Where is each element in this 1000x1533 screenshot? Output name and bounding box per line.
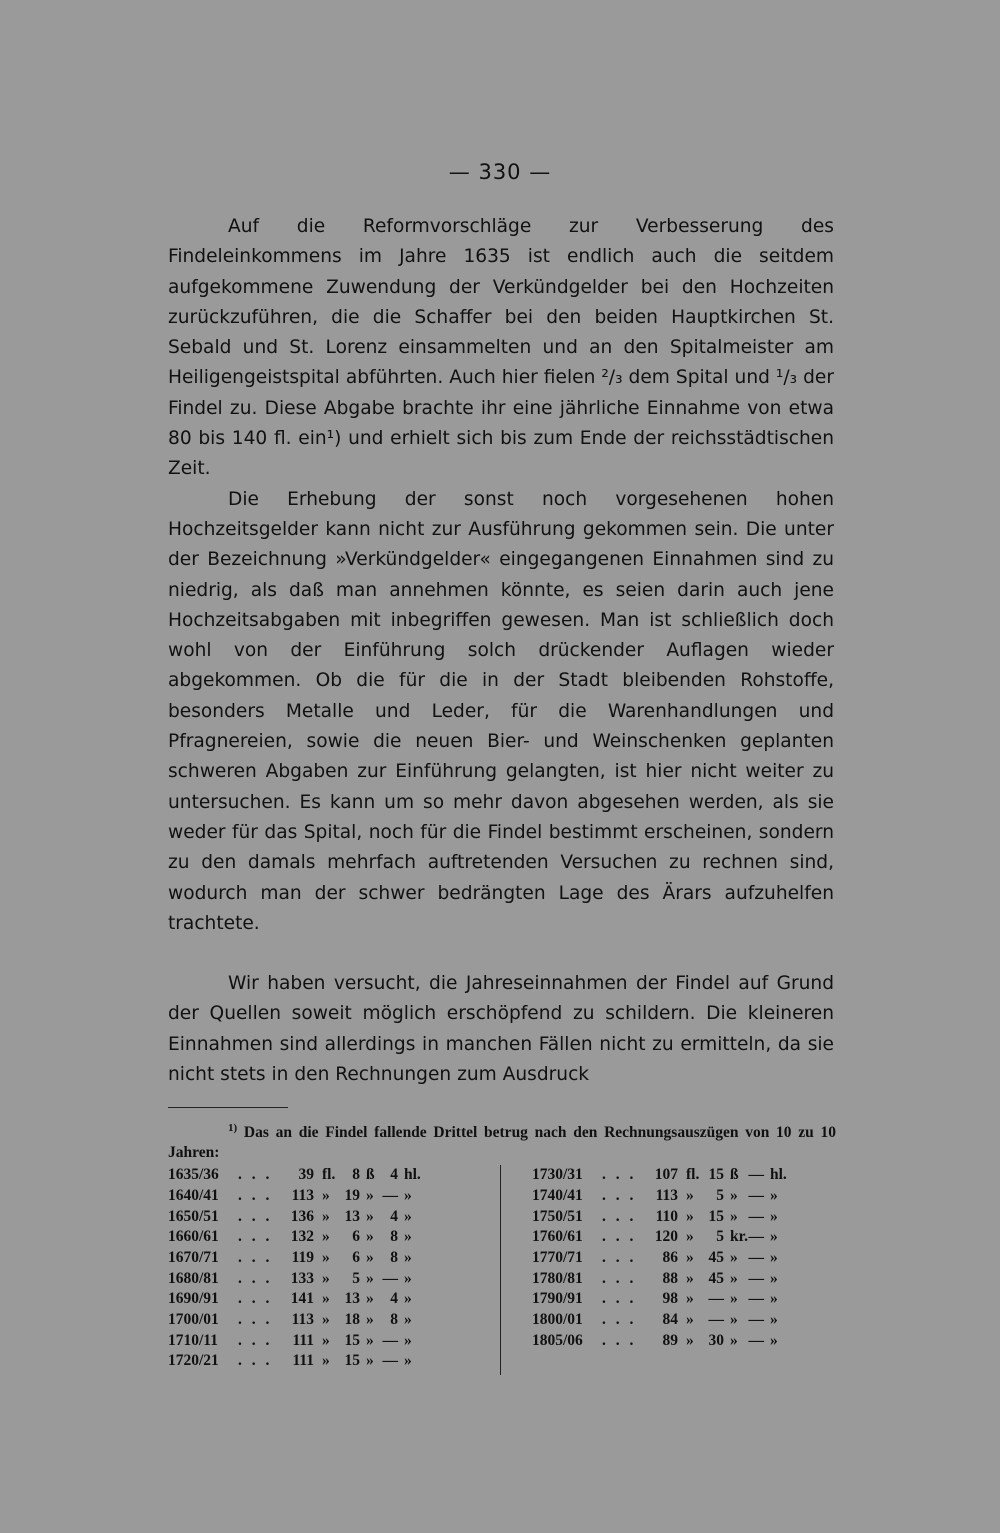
cell-h-unit: » xyxy=(404,1352,412,1370)
cell-h: — xyxy=(748,1166,764,1184)
table-row xyxy=(532,1248,787,1269)
cell-b-unit: » xyxy=(730,1186,738,1204)
table-row xyxy=(532,1331,787,1352)
cell-fl-unit: » xyxy=(322,1290,330,1308)
cell-h-unit: hl. xyxy=(404,1166,421,1184)
cell-h: — xyxy=(748,1186,764,1204)
cell-fl: 39 xyxy=(298,1166,314,1184)
table-row xyxy=(168,1186,421,1207)
cell-b-unit: kr. xyxy=(730,1228,748,1246)
paragraph: Auf die Reformvorschläge zur Verbesserung des Findeleinkommens im Jahre 1635 ist endlich auch die seitdem aufgekommene Zuwendung der Verkündgelder bei den Hochzeiten zurückzuführen, die die Schaffer bei den beiden Hauptkirchen St. Sebald und St. Lorenz einsammelten und an den Spitalmeister am Heiligengeistspital abführten. Auch hier fielen ²/₃ dem Spital und ¹/₃ der Findel zu. Diese Abgabe brachte ihr eine jährliche Einnahme von etwa 80 bis 140 fl. ein¹) und erhielt sich bis zum Ende der reichsstädtischen Zeit. xyxy=(168,216,834,480)
footnote-table-right xyxy=(532,1165,787,1351)
cell-year: 1690/91 xyxy=(168,1290,219,1308)
cell-b-unit: » xyxy=(366,1290,374,1308)
cell-dots: . . . xyxy=(602,1186,637,1204)
cell-dots: . . . xyxy=(238,1228,273,1246)
cell-h: — xyxy=(748,1228,764,1246)
cell-b: — xyxy=(708,1311,724,1329)
cell-h-unit: » xyxy=(404,1311,412,1329)
cell-fl: 113 xyxy=(655,1186,678,1204)
cell-fl-unit: » xyxy=(322,1207,330,1225)
cell-year: 1640/41 xyxy=(168,1186,219,1204)
cell-h: — xyxy=(748,1311,764,1329)
footnote-intro xyxy=(168,1118,836,1163)
cell-b: — xyxy=(708,1290,724,1308)
cell-fl-unit: » xyxy=(686,1207,694,1225)
cell-dots: . . . xyxy=(238,1311,273,1329)
cell-fl: 136 xyxy=(290,1207,314,1225)
cell-year: 1780/81 xyxy=(532,1269,583,1287)
cell-h-unit: » xyxy=(404,1331,412,1349)
cell-fl: 88 xyxy=(662,1269,678,1287)
footnote-marker: 1) xyxy=(228,1122,238,1134)
cell-h-unit: » xyxy=(769,1311,778,1329)
cell-h-unit: » xyxy=(404,1269,412,1287)
cell-h-unit: » xyxy=(769,1331,778,1349)
cell-b: 5 xyxy=(716,1228,724,1246)
footnote-tables xyxy=(168,1165,836,1375)
cell-fl: 107 xyxy=(654,1166,678,1184)
cell-fl-unit: » xyxy=(322,1331,330,1349)
cell-b-unit: » xyxy=(730,1290,738,1308)
cell-fl: 120 xyxy=(654,1228,678,1246)
table-row xyxy=(532,1207,787,1228)
cell-year: 1790/91 xyxy=(532,1290,583,1308)
cell-fl-unit: » xyxy=(686,1290,694,1308)
cell-fl-unit: » xyxy=(322,1269,330,1287)
table-row xyxy=(532,1289,787,1310)
cell-h: 4 xyxy=(390,1166,398,1184)
cell-year: 1760/61 xyxy=(532,1228,583,1246)
cell-fl-unit: » xyxy=(686,1311,694,1329)
cell-h: 8 xyxy=(390,1248,398,1266)
cell-b-unit: » xyxy=(366,1269,374,1287)
cell-h-unit: » xyxy=(769,1228,778,1246)
table-row xyxy=(532,1186,787,1207)
cell-b-unit: » xyxy=(366,1186,374,1204)
cell-b: 45 xyxy=(708,1269,724,1287)
cell-h: — xyxy=(382,1186,398,1204)
cell-year: 1770/71 xyxy=(532,1248,583,1266)
cell-dots: . . . xyxy=(602,1166,637,1184)
cell-b-unit: ß xyxy=(366,1166,375,1184)
cell-dots: . . . xyxy=(238,1207,273,1225)
page-number: — 330 — xyxy=(448,160,552,184)
table-row xyxy=(168,1248,421,1269)
paragraph: Die Erhebung der sonst noch vorgesehenen hohen Hochzeitsgelder kann nicht zur Ausführung gekommen sein. Die unter der Bezeichnung »Verkündgelder« eingegangenen Einnahmen sind zu niedrig, als daß man annehmen könnte, es seien darin auch jene Hochzeitsabgaben mit inbegriffen gewesen. Man ist schließlich doch wohl von der Einführung solch drückender Auflagen wieder abgekommen. Ob die für die in der Stadt bleibenden Rohstoffe, besonders Metalle und Leder, für die Warenhandlungen und Pfragnereien, sowie die neuen Bier- und Weinschenken geplanten schweren Abgaben zur Einführung gelangten, ist hier nicht weiter zu untersuchen. Es kann um so mehr davon abgesehen werden, als sie weder für das Spital, noch für die Findel bestimmt erscheinen, sondern zu den damals mehrfach auftretenden Versuchen zu rechnen sind, wodurch man der schwer bedrängten Lage des Ärars aufzuhelfen trachtete. xyxy=(168,488,834,934)
cell-dots: . . . xyxy=(602,1331,637,1349)
cell-fl: 111 xyxy=(292,1352,314,1370)
cell-h: — xyxy=(382,1269,398,1287)
table-row xyxy=(168,1207,421,1228)
cell-dots: . . . xyxy=(602,1311,637,1329)
cell-b: 15 xyxy=(708,1166,724,1184)
cell-b-unit: » xyxy=(366,1311,374,1329)
cell-h-unit: » xyxy=(404,1207,412,1225)
cell-year: 1680/81 xyxy=(168,1269,219,1287)
table-row xyxy=(168,1351,421,1372)
cell-fl: 113 xyxy=(291,1311,314,1329)
cell-fl-unit: » xyxy=(322,1248,330,1266)
cell-fl: 133 xyxy=(290,1269,314,1287)
table-row xyxy=(168,1289,421,1310)
cell-year: 1710/11 xyxy=(168,1331,218,1349)
table-row xyxy=(532,1269,787,1290)
cell-fl-unit: » xyxy=(322,1228,330,1246)
cell-fl: 89 xyxy=(662,1331,678,1349)
cell-b-unit: » xyxy=(730,1331,738,1349)
cell-fl-unit: » xyxy=(322,1352,330,1370)
cell-h-unit: » xyxy=(404,1248,412,1266)
cell-fl: 110 xyxy=(655,1207,678,1225)
table-row xyxy=(168,1227,421,1248)
cell-fl-unit: » xyxy=(686,1331,694,1349)
cell-b: 19 xyxy=(344,1186,360,1204)
cell-fl-unit: fl. xyxy=(686,1166,700,1184)
cell-fl: 113 xyxy=(291,1186,314,1204)
cell-b-unit: » xyxy=(730,1311,738,1329)
cell-dots: . . . xyxy=(602,1269,637,1287)
cell-b: 6 xyxy=(352,1228,360,1246)
cell-b: 8 xyxy=(352,1166,360,1184)
cell-dots: . . . xyxy=(238,1269,273,1287)
cell-dots: . . . xyxy=(602,1248,637,1266)
cell-h-unit: » xyxy=(769,1186,778,1204)
table-row xyxy=(168,1310,421,1331)
cell-b: 15 xyxy=(344,1331,360,1349)
cell-b-unit: » xyxy=(730,1269,738,1287)
cell-fl: 141 xyxy=(290,1290,314,1308)
cell-year: 1670/71 xyxy=(168,1248,219,1266)
cell-dots: . . . xyxy=(602,1207,637,1225)
cell-fl-unit: » xyxy=(686,1269,694,1287)
cell-fl-unit: » xyxy=(322,1311,330,1329)
cell-dots: . . . xyxy=(602,1228,637,1246)
cell-dots: . . . xyxy=(602,1290,637,1308)
table-row xyxy=(168,1331,421,1352)
cell-year: 1700/01 xyxy=(168,1311,219,1329)
cell-h: — xyxy=(748,1269,764,1287)
table-row xyxy=(168,1269,421,1290)
cell-b-unit: » xyxy=(366,1207,374,1225)
cell-h: — xyxy=(748,1207,764,1225)
cell-b: 5 xyxy=(352,1269,360,1287)
cell-h-unit: hl. xyxy=(769,1166,787,1184)
cell-fl: 86 xyxy=(662,1248,678,1266)
cell-h-unit: » xyxy=(769,1207,778,1225)
cell-h: — xyxy=(748,1331,764,1349)
table-row xyxy=(532,1227,787,1248)
cell-fl: 98 xyxy=(662,1290,678,1308)
cell-h: 4 xyxy=(390,1207,398,1225)
cell-dots: . . . xyxy=(238,1186,273,1204)
cell-h: — xyxy=(382,1331,398,1349)
cell-b-unit: ß xyxy=(730,1166,739,1184)
cell-dots: . . . xyxy=(238,1248,273,1266)
cell-h: 4 xyxy=(390,1290,398,1308)
footnote-text: Das an die Findel fallende Drittel betrug nach den Rechnungsauszügen von 10 zu 10 Jahren: xyxy=(168,1124,836,1162)
cell-h: 8 xyxy=(390,1311,398,1329)
cell-b-unit: » xyxy=(366,1248,374,1266)
cell-year: 1720/21 xyxy=(168,1352,219,1370)
cell-h: — xyxy=(382,1352,398,1370)
cell-b-unit: » xyxy=(366,1228,374,1246)
paragraph: Wir haben versucht, die Jahreseinnahmen der Findel auf Grund der Quellen soweit möglich erschöpfend zu schildern. Die kleineren Einnahmen sind allerdings in manchen Fällen nicht zu ermitteln, da sie nicht stets in den Rechnungen zum Ausdruck xyxy=(168,973,834,1086)
cell-h-unit: » xyxy=(404,1290,412,1308)
footnote xyxy=(168,1118,836,1375)
cell-fl-unit: fl. xyxy=(322,1166,336,1184)
cell-h-unit: » xyxy=(769,1248,778,1266)
cell-b: 15 xyxy=(708,1207,724,1225)
cell-h: 8 xyxy=(390,1228,398,1246)
cell-fl: 84 xyxy=(662,1311,678,1329)
cell-fl-unit: » xyxy=(686,1228,694,1246)
cell-b: 30 xyxy=(708,1331,724,1349)
cell-b: 45 xyxy=(708,1248,724,1266)
cell-fl-unit: » xyxy=(686,1186,694,1204)
table-divider xyxy=(500,1165,501,1375)
cell-year: 1660/61 xyxy=(168,1228,219,1246)
cell-fl: 111 xyxy=(292,1331,314,1349)
cell-h: — xyxy=(748,1248,764,1266)
cell-b: 6 xyxy=(352,1248,360,1266)
cell-b: 15 xyxy=(344,1352,360,1370)
cell-dots: . . . xyxy=(238,1290,273,1308)
cell-b-unit: » xyxy=(730,1248,738,1266)
table-row xyxy=(532,1310,787,1331)
cell-fl: 132 xyxy=(290,1228,314,1246)
cell-b-unit: » xyxy=(730,1207,738,1225)
cell-h-unit: » xyxy=(769,1269,778,1287)
cell-b: 5 xyxy=(716,1186,724,1204)
cell-b: 13 xyxy=(344,1207,360,1225)
cell-year: 1750/51 xyxy=(532,1207,583,1225)
cell-dots: . . . xyxy=(238,1166,273,1184)
cell-h: — xyxy=(748,1290,764,1308)
cell-fl: 119 xyxy=(291,1248,314,1266)
cell-h-unit: » xyxy=(404,1186,412,1204)
cell-fl-unit: » xyxy=(322,1186,330,1204)
cell-dots: . . . xyxy=(238,1331,273,1349)
cell-b: 18 xyxy=(344,1311,360,1329)
body-text xyxy=(168,212,834,1090)
cell-year: 1800/01 xyxy=(532,1311,583,1329)
cell-b-unit: » xyxy=(366,1331,374,1349)
table-row xyxy=(532,1165,787,1186)
cell-year: 1635/36 xyxy=(168,1166,219,1184)
cell-h-unit: » xyxy=(404,1228,412,1246)
footnote-rule xyxy=(168,1107,288,1108)
table-row xyxy=(168,1165,421,1186)
cell-year: 1805/06 xyxy=(532,1331,583,1349)
cell-year: 1730/31 xyxy=(532,1166,583,1184)
cell-fl-unit: » xyxy=(686,1248,694,1266)
cell-year: 1650/51 xyxy=(168,1207,219,1225)
cell-b-unit: » xyxy=(366,1352,374,1370)
cell-dots: . . . xyxy=(238,1352,273,1370)
cell-b: 13 xyxy=(344,1290,360,1308)
cell-year: 1740/41 xyxy=(532,1186,583,1204)
cell-h-unit: » xyxy=(769,1290,778,1308)
footnote-table-left xyxy=(168,1165,421,1372)
